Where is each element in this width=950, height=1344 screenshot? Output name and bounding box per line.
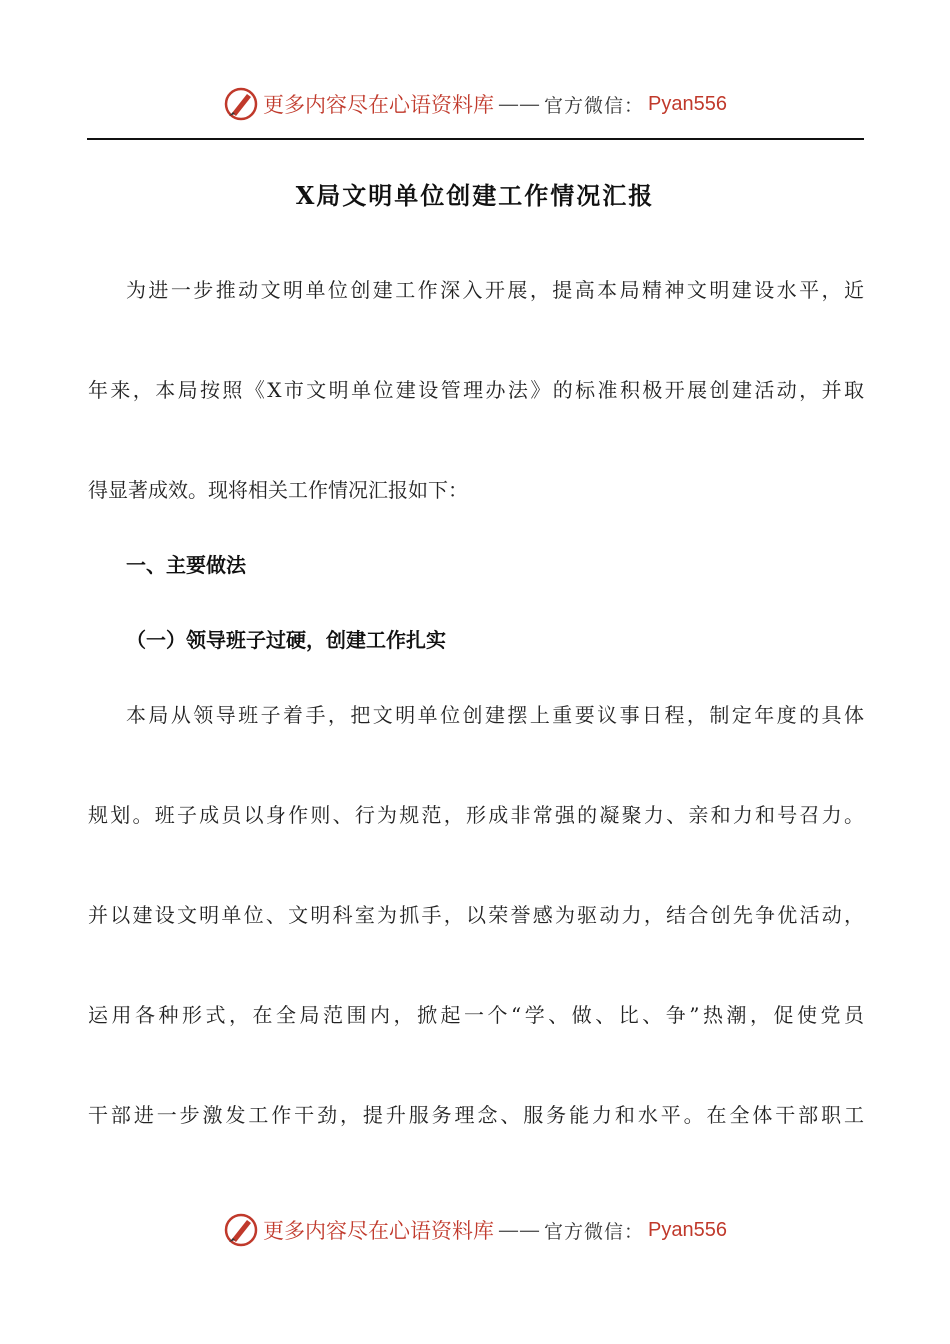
paragraph-line: 年来，本局按照《X市文明单位建设管理办法》的标准积极开展创建活动，并取 — [88, 378, 864, 402]
header-banner — [0, 84, 950, 124]
pen-logo-icon — [223, 86, 259, 122]
banner-separator: —— — [498, 1218, 540, 1242]
document-title: X局文明单位创建工作情况汇报 — [295, 181, 655, 210]
banner-wechat-id: Pyan556 — [648, 1218, 727, 1241]
paragraph-line: 规划。班子成员以身作则、行为规范，形成非常强的凝聚力、亲和力和号召力。 — [88, 803, 864, 827]
footer-banner — [0, 1210, 950, 1250]
banner-separator: —— — [498, 92, 540, 116]
header-divider — [87, 138, 864, 140]
banner-text: 更多内容尽在心语资料库 — [263, 1219, 494, 1243]
banner-wechat-id: Pyan556 — [648, 92, 727, 115]
paragraph-line: 并以建设文明单位、文明科室为抓手，以荣誉感为驱动力，结合创先争优活动， — [88, 903, 864, 927]
banner-text: 更多内容尽在心语资料库 — [263, 93, 494, 117]
section-heading: 一、主要做法 — [126, 553, 246, 577]
subsection-heading: （一）领导班子过硬，创建工作扎实 — [126, 628, 446, 652]
banner-wechat-label: 官方微信： — [544, 1220, 645, 1243]
paragraph-line: 干部进一步激发工作干劲，提升服务理念、服务能力和水平。在全体干部职工 — [88, 1103, 864, 1127]
paragraph-line: 得显著成效。现将相关工作情况汇报如下： — [88, 478, 468, 502]
paragraph-line: 为进一步推动文明单位创建工作深入开展，提高本局精神文明建设水平，近 — [126, 278, 864, 302]
paragraph-line: 本局从领导班子着手，把文明单位创建摆上重要议事日程，制定年度的具体 — [126, 703, 864, 727]
banner-wechat-label: 官方微信： — [544, 94, 645, 117]
paragraph-line: 运用各种形式，在全局范围内，掀起一个“学、做、比、争”热潮，促使党员 — [88, 1003, 864, 1027]
pen-logo-icon — [223, 1212, 259, 1248]
